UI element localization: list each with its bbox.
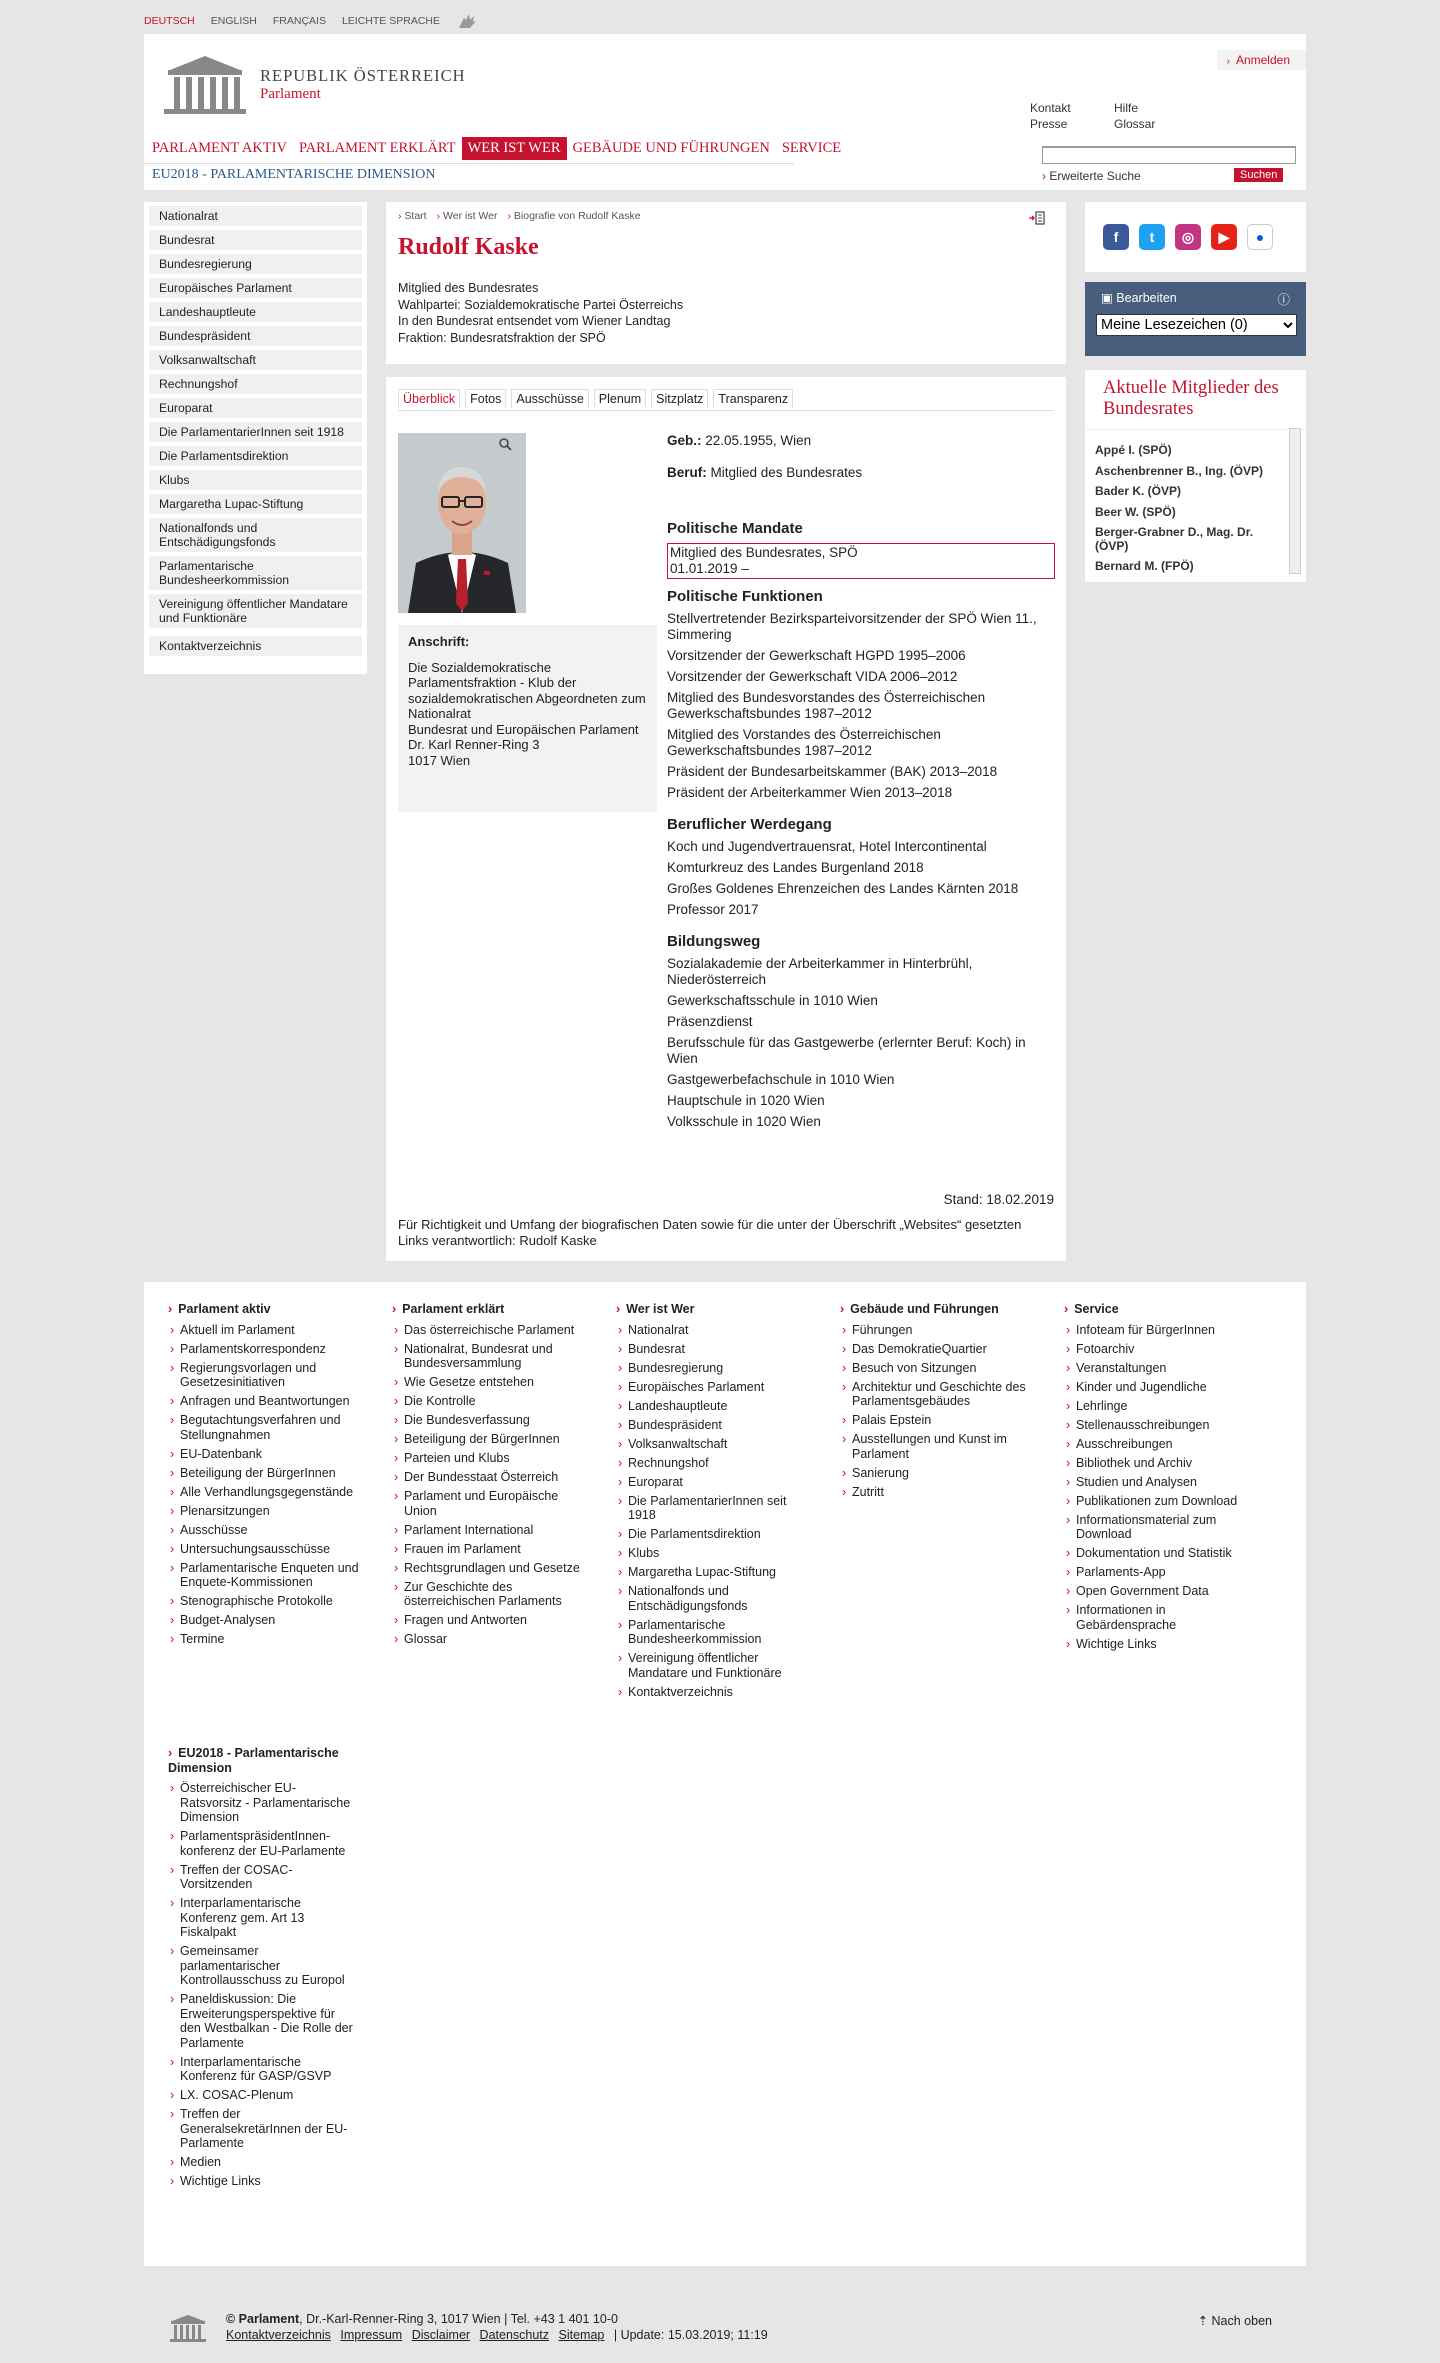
- footer-heading[interactable]: › Gebäude und Führungen: [840, 1302, 1036, 1317]
- footer-col-wer-ist-wer: [616, 1302, 812, 1704]
- leftnav-rechnungshof[interactable]: Rechnungshof: [149, 374, 362, 394]
- footer-heading[interactable]: › Service: [1064, 1302, 1260, 1317]
- footer-link[interactable]: › Das österreichische Parlament: [392, 1323, 588, 1338]
- footer-link[interactable]: › Gemeinsamer parlamentarischer Kontrollausschuss zu Europol: [168, 1944, 354, 1988]
- footer-link[interactable]: › Regierungsvorlagen und Gesetzesinitiativen: [168, 1361, 364, 1390]
- education-item: Volksschule in 1020 Wien: [667, 1114, 821, 1129]
- education-item: Hauptschule in 1020 Wien: [667, 1093, 825, 1108]
- link-presse[interactable]: Presse: [1030, 117, 1068, 131]
- footer-link[interactable]: › Zur Geschichte des österreichischen Parlaments: [392, 1580, 588, 1609]
- footer-col-parlament-erklaert: [392, 1302, 588, 1651]
- leftnav-volksanwaltschaft[interactable]: Volksanwaltschaft: [149, 350, 362, 370]
- utility-links: [1030, 100, 1198, 132]
- breadcrumb-start[interactable]: › Start: [398, 210, 427, 222]
- bookmarks-edit[interactable]: [1101, 290, 1177, 308]
- function-item: Mitglied des Bundesvorstandes des Österreichischen Gewerkschaftsbundes 1987–2012: [667, 690, 986, 721]
- footer-link[interactable]: › Ausstellungen und Kunst im Parlament: [840, 1432, 1036, 1461]
- bookmarks-panel: [1085, 282, 1306, 356]
- link-datenschutz[interactable]: Datenschutz: [479, 2328, 550, 2342]
- left-navigation: [144, 202, 367, 674]
- nav-parlament-erklaert[interactable]: PARLAMENT ERKLÄRT: [298, 140, 456, 156]
- footer-link[interactable]: › Margaretha Lupac-Stiftung: [616, 1565, 812, 1580]
- footer-link[interactable]: › Parlament International: [392, 1523, 588, 1538]
- tab-transparenz[interactable]: Transparenz: [713, 389, 793, 408]
- address-label: Anschrift:: [408, 634, 470, 649]
- footer-link[interactable]: › Paneldiskussion: Die Erweiterungsperspektive für den Westbalkan - Die Rolle der Parlamente: [168, 1992, 354, 2050]
- career-item: Großes Goldenes Ehrenzeichen des Landes Kärnten 2018: [667, 881, 1019, 896]
- logo-subtitle: Parlament: [260, 85, 321, 102]
- footer-heading[interactable]: › Wer ist Wer: [616, 1302, 812, 1317]
- footer-link[interactable]: › Nationalfonds und Entschädigungsfonds: [616, 1584, 812, 1613]
- birth-label: Geb.:: [667, 433, 702, 448]
- logo-title: REPUBLIK ÖSTERREICH: [260, 65, 466, 85]
- career-item: Koch und Jugendvertrauensrat, Hotel Intercontinental: [667, 839, 987, 854]
- bio-disclaimer: Für Richtigkeit und Umfang der biografischen Daten sowie für die unter der Überschrift „Websites“ gesetzten Links verantwortlich: Rudolf Kaske: [398, 1217, 1022, 1248]
- lang-english[interactable]: ENGLISH: [210, 15, 257, 27]
- link-kontakt[interactable]: Kontakt: [1030, 101, 1071, 115]
- footer-link[interactable]: › Beteiligung der BürgerInnen: [392, 1432, 588, 1447]
- bio-summary: [398, 280, 683, 346]
- address-line: 1017 Wien: [408, 752, 471, 768]
- leftnav-bundesrat[interactable]: Bundesrat: [149, 230, 362, 250]
- parliament-logo[interactable]: [160, 52, 466, 116]
- footer-link[interactable]: › Bibliothek und Archiv: [1064, 1456, 1260, 1471]
- social-links: [1085, 202, 1306, 272]
- member-item[interactable]: Bader K. (ÖVP): [1095, 484, 1182, 498]
- footer-link[interactable]: › Stenographische Protokolle: [168, 1594, 364, 1609]
- footer-link[interactable]: › Klubs: [616, 1546, 812, 1561]
- back-to-top-label: Nach oben: [1211, 2314, 1272, 2328]
- function-item: Stellvertretender Bezirksparteivorsitzender der SPÖ Wien 11., Simmering: [667, 611, 1037, 642]
- footer-link[interactable]: › Parlamentskorrespondenz: [168, 1342, 364, 1357]
- arrow-up-icon: ⇡: [1197, 2314, 1212, 2328]
- main-navigation: [146, 137, 847, 160]
- print-icon[interactable]: [1028, 210, 1048, 226]
- footer-link[interactable]: › Dokumentation und Statistik: [1064, 1546, 1260, 1561]
- footer-link[interactable]: › Beteiligung der BürgerInnen: [168, 1466, 364, 1481]
- tab-ausschuesse[interactable]: Ausschüsse: [511, 389, 588, 408]
- footer-link[interactable]: › Alle Verhandlungsgegenstände: [168, 1485, 364, 1500]
- function-item: Vorsitzender der Gewerkschaft HGPD 1995–2006: [667, 648, 966, 663]
- footer-link[interactable]: › Wichtige Links: [1064, 1637, 1260, 1652]
- footer-link[interactable]: › Fragen und Antworten: [392, 1613, 588, 1628]
- footer-link[interactable]: › Die Kontrolle: [392, 1394, 588, 1409]
- function-item: Vorsitzender der Gewerkschaft VIDA 2006–2012: [667, 669, 958, 684]
- bio-role: Mitglied des Bundesrates: [398, 281, 539, 295]
- job-value: Mitglied des Bundesrates: [710, 465, 863, 480]
- footer-link[interactable]: › Studien und Analysen: [1064, 1475, 1260, 1490]
- link-kontaktverzeichnis[interactable]: Kontaktverzeichnis: [226, 2328, 331, 2342]
- breadcrumb: [398, 210, 641, 222]
- footer-link[interactable]: › Infoteam für BürgerInnen: [1064, 1323, 1260, 1338]
- members-scrollbar[interactable]: [1289, 428, 1301, 574]
- lang-francais[interactable]: FRANÇAIS: [272, 15, 326, 27]
- copyright-info: [226, 2311, 768, 2343]
- last-updated: Stand: 18.02.2019: [943, 1192, 1054, 1207]
- flickr-icon[interactable]: ●: [1247, 224, 1273, 250]
- leftnav-klubs[interactable]: Klubs: [149, 470, 362, 490]
- lang-leichte-sprache[interactable]: LEICHTE SPRACHE: [341, 15, 440, 27]
- bio-header: [386, 202, 1066, 364]
- footer-link[interactable]: › Budget-Analysen: [168, 1613, 364, 1628]
- members-list: [1095, 444, 1287, 581]
- sign-language-icon[interactable]: [456, 12, 478, 30]
- member-item[interactable]: Bernard M. (FPÖ): [1095, 559, 1194, 573]
- leftnav-parlamentarier-seit-1918[interactable]: Die ParlamentarierInnen seit 1918: [149, 422, 362, 442]
- functions-heading: Politische Funktionen: [667, 588, 823, 605]
- footer-link[interactable]: › Informationen in Gebärdensprache: [1064, 1603, 1260, 1632]
- footer-link[interactable]: › Europarat: [616, 1475, 812, 1490]
- education-item: Präsenzdienst: [667, 1014, 753, 1029]
- footer-link[interactable]: › EU-Datenbank: [168, 1447, 364, 1462]
- education-item: Gewerkschaftsschule in 1010 Wien: [667, 993, 878, 1008]
- birth-value: 22.05.1955, Wien: [705, 433, 812, 448]
- bookmarks-edit-label: Bearbeiten: [1116, 291, 1177, 305]
- footer-link[interactable]: › Plenarsitzungen: [168, 1504, 364, 1519]
- footer-link[interactable]: › Open Government Data: [1064, 1584, 1260, 1599]
- instagram-icon[interactable]: ◎: [1175, 224, 1201, 250]
- link-sitemap[interactable]: Sitemap: [558, 2328, 605, 2342]
- update-info: | Update: 15.03.2019; 11:19: [613, 2328, 768, 2342]
- link-glossar[interactable]: Glossar: [1114, 117, 1156, 131]
- leftnav-nationalfonds[interactable]: Nationalfonds und Entschädigungsfonds: [149, 518, 362, 552]
- footer-link[interactable]: › Sanierung: [840, 1466, 1036, 1481]
- mandates-heading: Politische Mandate: [667, 520, 803, 537]
- footer-sitemap: [144, 1282, 1306, 2266]
- footer-col-gebaeude: [840, 1302, 1036, 1504]
- chevron-right-icon: ›: [1226, 56, 1230, 67]
- leftnav-bundesregierung[interactable]: Bundesregierung: [149, 254, 362, 274]
- footer-link[interactable]: › Ausschüsse: [168, 1523, 364, 1538]
- footer-heading[interactable]: › Parlament erklärt: [392, 1302, 588, 1317]
- footer-link[interactable]: › Medien: [168, 2155, 354, 2170]
- search-input[interactable]: [1042, 146, 1296, 164]
- footer-link[interactable]: › Untersuchungsausschüsse: [168, 1542, 364, 1557]
- tab-plenum[interactable]: Plenum: [594, 389, 646, 408]
- footer-link[interactable]: › Palais Epstein: [840, 1413, 1036, 1428]
- link-impressum[interactable]: Impressum: [340, 2328, 403, 2342]
- footer-link[interactable]: › Fotoarchiv: [1064, 1342, 1260, 1357]
- current-members-panel: [1085, 370, 1306, 582]
- advanced-search-link[interactable]: [1042, 169, 1141, 183]
- function-item: Präsident der Arbeiterkammer Wien 2013–2018: [667, 785, 953, 800]
- bio-delegation: In den Bundesrat entsendet vom Wiener Landtag: [398, 314, 671, 328]
- footer-link[interactable]: › Termine: [168, 1632, 364, 1647]
- leftnav-europarat[interactable]: Europarat: [149, 398, 362, 418]
- footer-link[interactable]: › Nationalrat: [616, 1323, 812, 1338]
- search-button[interactable]: Suchen: [1234, 168, 1283, 182]
- lang-deutsch[interactable]: DEUTSCH: [144, 15, 195, 27]
- footer-link[interactable]: › Bundespräsident: [616, 1418, 812, 1433]
- breadcrumb-wer-ist-wer[interactable]: › Wer ist Wer: [437, 210, 498, 222]
- footer-col-service: [1064, 1302, 1260, 1656]
- advanced-search-label: Erweiterte Suche: [1049, 169, 1141, 183]
- footer-link[interactable]: › Aktuell im Parlament: [168, 1323, 364, 1338]
- bio-tabs: [398, 389, 793, 408]
- education-heading: Bildungsweg: [667, 933, 761, 950]
- tab-sitzplatz[interactable]: Sitzplatz: [651, 389, 708, 408]
- footer-link[interactable]: › Ausschreibungen: [1064, 1437, 1260, 1452]
- footer-link[interactable]: › Parlamentarische Enqueten und Enquete-Kommissionen: [168, 1561, 364, 1590]
- address-line: Dr. Karl Renner-Ring 3: [408, 737, 540, 752]
- nav-wer-ist-wer[interactable]: WER IST WER: [462, 137, 567, 160]
- address-box: [398, 625, 657, 812]
- footer-heading[interactable]: › Parlament aktiv: [168, 1302, 364, 1317]
- birth-info: [667, 433, 1055, 449]
- footer-link[interactable]: › Frauen im Parlament: [392, 1542, 588, 1557]
- breadcrumb-current: › Biografie von Rudolf Kaske: [507, 210, 640, 222]
- login-button[interactable]: [1217, 50, 1306, 70]
- bookmarks-select[interactable]: [1096, 314, 1297, 336]
- footer-link[interactable]: › Landeshauptleute: [616, 1399, 812, 1414]
- member-item[interactable]: Berger-Grabner D., Mag. Dr. (ÖVP): [1095, 525, 1254, 553]
- address-line: Die Sozialdemokratische Parlamentsfraktion - Klub der sozialdemokratischen Abgeordneten zum Nationalrat: [408, 659, 646, 721]
- footer-link[interactable]: › Parlamentarische Bundesheerkommission: [616, 1618, 812, 1647]
- copyright-org: © Parlament: [226, 2312, 300, 2326]
- bottom-bar: [144, 2283, 1306, 2343]
- footer-link[interactable]: › Europäisches Parlament: [616, 1380, 812, 1395]
- footer-link[interactable]: › Glossar: [392, 1632, 588, 1647]
- footer-link[interactable]: › ParlamentspräsidentInnen-konferenz der EU-Parlamente: [168, 1829, 354, 1858]
- footer-link[interactable]: › Zutritt: [840, 1485, 1036, 1500]
- footer-col-parlament-aktiv: [168, 1302, 364, 1651]
- nav-gebaeude-fuehrungen[interactable]: GEBÄUDE UND FÜHRUNGEN: [572, 140, 770, 156]
- footer-link[interactable]: › Anfragen und Beantwortungen: [168, 1394, 364, 1409]
- career-item: Professor 2017: [667, 902, 759, 917]
- footer-link[interactable]: › Lehrlinge: [1064, 1399, 1260, 1414]
- footer-link[interactable]: › Volksanwaltschaft: [616, 1437, 812, 1452]
- footer-link[interactable]: › Rechtsgrundlagen und Gesetze: [392, 1561, 588, 1576]
- leftnav-vereinigung-mandatare[interactable]: Vereinigung öffentlicher Mandatare und Funktionäre: [149, 594, 362, 628]
- footer-link[interactable]: › Publikationen zum Download: [1064, 1494, 1260, 1509]
- youtube-icon[interactable]: ▶: [1211, 224, 1237, 250]
- mandate-title: Mitglied des Bundesrates, SPÖ: [670, 545, 858, 560]
- footer-link[interactable]: › Informationsmaterial zum Download: [1064, 1513, 1260, 1542]
- member-item[interactable]: Beer W. (SPÖ): [1095, 504, 1176, 519]
- leftnav-kontaktverzeichnis[interactable]: Kontaktverzeichnis: [149, 636, 362, 656]
- zoom-icon[interactable]: [498, 437, 512, 451]
- leftnav-parlamentsdirektion[interactable]: Die Parlamentsdirektion: [149, 446, 362, 466]
- nav-parlament-aktiv[interactable]: PARLAMENT AKTIV: [152, 140, 287, 156]
- function-item: Präsident der Bundesarbeitskammer (BAK) 2013–2018: [667, 764, 998, 779]
- footer-heading[interactable]: › EU2018 - Parlamentarische Dimension: [168, 1746, 354, 1775]
- footer-link[interactable]: › Interparlamentarische Konferenz gem. Art 13 Fiskalpakt: [168, 1896, 354, 1940]
- footer-link[interactable]: › Das DemokratieQuartier: [840, 1342, 1036, 1357]
- parliament-building-icon: [160, 52, 250, 116]
- footer-link[interactable]: › Die Parlamentsdirektion: [616, 1527, 812, 1542]
- address-line: Bundesrat und Europäischen Parlament: [408, 721, 639, 737]
- bio-details: [667, 433, 1055, 1135]
- footer-link[interactable]: › Begutachtungsverfahren und Stellungnahmen: [168, 1413, 364, 1442]
- member-item[interactable]: Appé I. (SPÖ): [1095, 443, 1172, 457]
- tab-fotos[interactable]: Fotos: [465, 389, 506, 408]
- education-item: Berufsschule für das Gastgewerbe (erlernter Beruf: Koch) in Wien: [667, 1035, 1026, 1066]
- bookmark-icon: ▣: [1101, 291, 1117, 305]
- footer-link[interactable]: › Treffen der GeneralsekretärInnen der EU-Parlamente: [168, 2107, 354, 2151]
- members-title: Aktuelle Mitglieder des Bundesrates: [1085, 370, 1306, 430]
- leftnav-landeshauptleute[interactable]: Landeshauptleute: [149, 302, 362, 322]
- copyright-address: , Dr.-Karl-Renner-Ring 3, 1017 Wien | Tel. +43 1 401 10-0: [299, 2312, 618, 2326]
- footer-link[interactable]: › Veranstaltungen: [1064, 1361, 1260, 1376]
- footer-link[interactable]: › Rechnungshof: [616, 1456, 812, 1471]
- tab-divider: [398, 410, 1054, 411]
- portrait-photo[interactable]: [398, 433, 526, 613]
- job-info: [667, 465, 1055, 481]
- footer-col-eu2018: [168, 1746, 354, 2193]
- footer-link[interactable]: › Besuch von Sitzungen: [840, 1361, 1036, 1376]
- footer-link[interactable]: › Parlament und Europäische Union: [392, 1489, 588, 1518]
- portrait-image: [398, 433, 526, 613]
- career-item: Komturkreuz des Landes Burgenland 2018: [667, 860, 924, 875]
- link-disclaimer[interactable]: Disclaimer: [411, 2328, 471, 2342]
- mandate-item: [667, 543, 1055, 579]
- footer-link[interactable]: › Architektur und Geschichte des Parlamentsgebäudes: [840, 1380, 1036, 1409]
- chevron-right-icon: ›: [1042, 169, 1050, 183]
- footer-link[interactable]: › Nationalrat, Bundesrat und Bundesversammlung: [392, 1342, 588, 1371]
- leftnav-lupac-stiftung[interactable]: Margaretha Lupac-Stiftung: [149, 494, 362, 514]
- job-label: Beruf:: [667, 465, 707, 480]
- leftnav-nationalrat[interactable]: Nationalrat: [149, 206, 362, 226]
- leftnav-bundesheerkommission[interactable]: Parlamentarische Bundesheerkommission: [149, 556, 362, 590]
- footer-link[interactable]: › Kontaktverzeichnis: [616, 1685, 812, 1700]
- leftnav-europaeisches-parlament[interactable]: Europäisches Parlament: [149, 278, 362, 298]
- footer-link[interactable]: › Die ParlamentarierInnen seit 1918: [616, 1494, 812, 1523]
- login-label: Anmelden: [1235, 53, 1290, 67]
- bio-main: [386, 377, 1066, 1261]
- career-heading: Beruflicher Werdegang: [667, 816, 832, 833]
- footer-link[interactable]: › Die Bundesverfassung: [392, 1413, 588, 1428]
- nav-eu2018[interactable]: EU2018 - PARLAMENTARISCHE DIMENSION: [144, 163, 794, 185]
- nav-service[interactable]: SERVICE: [781, 140, 842, 156]
- footer-link[interactable]: › Bundesrat: [616, 1342, 812, 1357]
- bio-faction: Fraktion: Bundesratsfraktion der SPÖ: [398, 330, 606, 345]
- link-hilfe[interactable]: Hilfe: [1114, 101, 1139, 115]
- back-to-top-link[interactable]: [1198, 2313, 1272, 2328]
- twitter-icon[interactable]: t: [1139, 224, 1165, 250]
- footer-link[interactable]: › Österreichischer EU-Ratsvorsitz - Parlamentarische Dimension: [168, 1781, 354, 1825]
- footer-link[interactable]: › Vereinigung öffentlicher Mandatare und Funktionäre: [616, 1651, 812, 1680]
- site-header: [144, 34, 1306, 190]
- tab-ueberblick[interactable]: Überblick: [398, 389, 460, 408]
- footer-link[interactable]: › Treffen der COSAC-Vorsitzenden: [168, 1863, 354, 1892]
- leftnav-bundespraesident[interactable]: Bundespräsident: [149, 326, 362, 346]
- function-item: Mitglied des Vorstandes des Österreichischen Gewerkschaftsbundes 1987–2012: [667, 727, 941, 758]
- education-item: Sozialakademie der Arbeiterkammer in Hinterbrühl, Niederösterreich: [667, 956, 973, 987]
- page-title: Rudolf Kaske: [398, 234, 539, 260]
- facebook-icon[interactable]: f: [1103, 224, 1129, 250]
- footer-link[interactable]: › Wichtige Links: [168, 2174, 354, 2189]
- footer-link[interactable]: › Interparlamentarische Konferenz für GASP/GSVP: [168, 2055, 354, 2084]
- parliament-building-icon[interactable]: [168, 2313, 208, 2343]
- language-bar: [144, 12, 478, 30]
- mandate-period: 01.01.2019 –: [670, 561, 749, 576]
- footer-link[interactable]: › LX. COSAC-Plenum: [168, 2088, 354, 2103]
- bio-party: Wahlpartei: Sozialdemokratische Partei Österreichs: [398, 297, 684, 312]
- education-item: Gastgewerbefachschule in 1010 Wien: [667, 1072, 895, 1087]
- footer-link[interactable]: › Der Bundesstaat Österreich: [392, 1470, 588, 1485]
- footer-link[interactable]: › Stellenausschreibungen: [1064, 1418, 1260, 1433]
- footer-link[interactable]: › Kinder und Jugendliche: [1064, 1380, 1260, 1395]
- footer-link[interactable]: › Parlaments-App: [1064, 1565, 1260, 1580]
- footer-link[interactable]: › Wie Gesetze entstehen: [392, 1375, 588, 1390]
- info-icon[interactable]: ⓘ: [1277, 293, 1290, 307]
- footer-link[interactable]: › Parteien und Klubs: [392, 1451, 588, 1466]
- footer-link[interactable]: › Bundesregierung: [616, 1361, 812, 1376]
- member-item[interactable]: Aschenbrenner B., Ing. (ÖVP): [1095, 463, 1264, 478]
- footer-link[interactable]: › Führungen: [840, 1323, 1036, 1338]
